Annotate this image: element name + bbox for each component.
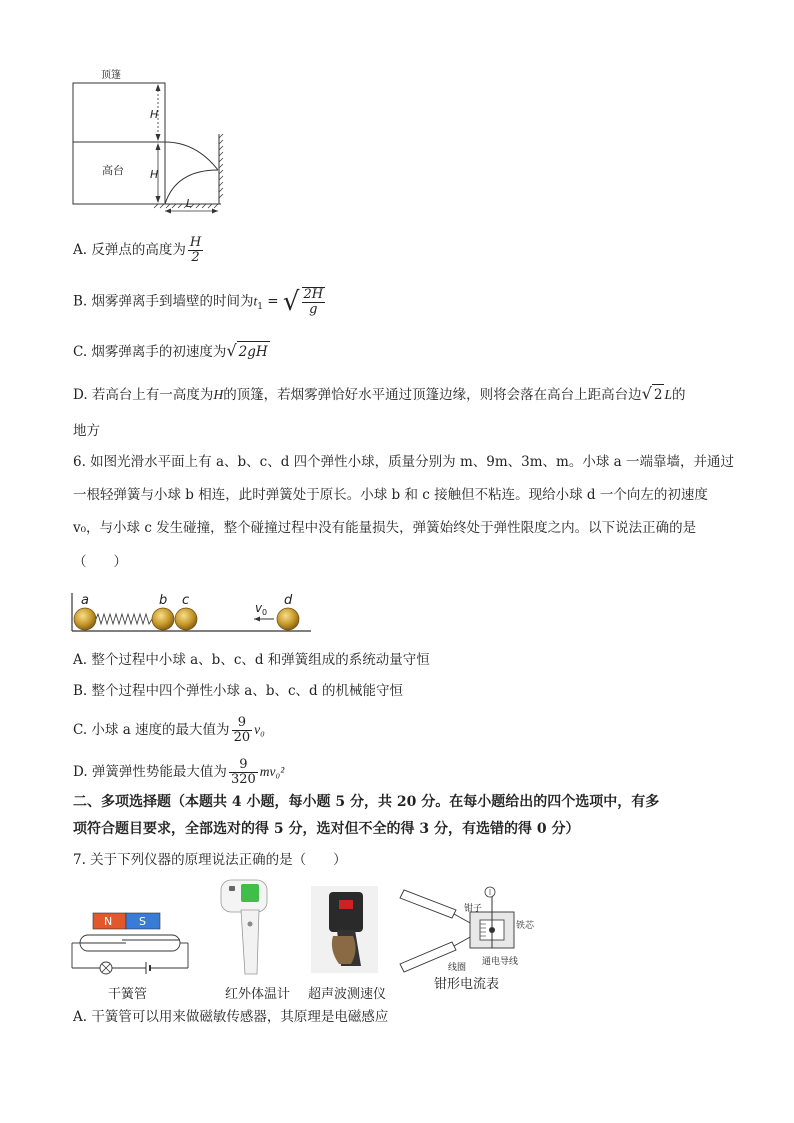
- ir-thermometer-figure: [215, 878, 275, 978]
- q6-stem-line3: v₀，与小球 c 发生碰撞，整个碰撞过程中没有能量损失，弹簧始终处于弹性限度之内。以下说法正确的是: [73, 520, 697, 536]
- q6-option-b: B. 整个过程中四个弹性小球 a、b、c、d 的机械能守恒: [73, 683, 403, 699]
- q5-option-c: C. 烟雾弹离手的初速度为√ 2gH: [73, 341, 268, 360]
- q6-stem-line4: （ ）: [73, 554, 127, 570]
- ultrasonic-meter-figure: [311, 886, 378, 973]
- magnet-n-label: N: [104, 915, 113, 928]
- h-top-label: H: [150, 108, 159, 121]
- fraction: $\frac{9}{20}$: [233, 715, 251, 745]
- caption-reed-switch: 干簧管: [108, 987, 148, 1002]
- v0-subscript: 0: [262, 608, 268, 617]
- section2-heading-line2: 项符合题目要求，全部选对的得 5 分，选对但不全的得 3 分，有选错的得 0 分）: [73, 821, 580, 837]
- platform-label: 高台: [102, 164, 124, 177]
- roof-label: 顶篷: [101, 70, 121, 81]
- clamp-core-label: 铁芯: [516, 921, 535, 931]
- l-label: L: [186, 197, 193, 210]
- q7-stem: 7. 关于下列仪器的原理说法正确的是（ ）: [73, 852, 347, 868]
- clamp-ammeter-figure: [396, 884, 546, 976]
- magnet-s-label: S: [139, 915, 146, 928]
- q6-option-a: A. 整个过程中小球 a、b、c、d 和弹簧组成的系统动量守恒: [73, 652, 430, 668]
- q6-figure: [68, 588, 318, 638]
- q6-stem-line2: 一根轻弹簧与小球 b 相连，此时弹簧处于原长。小球 b 和 c 接触但不粘连。现给小球 d 一个向左的初速度: [73, 487, 708, 503]
- ball-c-label: c: [182, 593, 190, 608]
- ball-d-label: d: [284, 593, 293, 608]
- caption-ultrasonic-meter: 超声波测速仪: [308, 987, 387, 1002]
- caption-ir-thermometer: 红外体温计: [225, 987, 291, 1002]
- q5-option-d-cont: 地方: [73, 423, 100, 439]
- q5-option-d: D. 若高台上有一高度为H的顶篷，若烟雾弹恰好水平通过顶篷边缘，则将会落在高台上距高台边√ 2 L的: [73, 384, 686, 403]
- clamp-jaw-label: 钳子: [464, 904, 483, 914]
- q6-option-c: C. 小球 a 速度的最大值为 $\frac{9}{20}$ v₀: [73, 715, 265, 745]
- q5-option-b: B. 烟雾弹离手到墙壁的时间为$t_1$ = √ $\frac{2H}{g}$: [73, 287, 324, 317]
- ball-a-label: a: [81, 593, 89, 608]
- q5-option-a: A. 反弹点的高度为 $\frac{H}{2}$: [73, 235, 202, 265]
- clamp-coil-label: 线圈: [448, 963, 467, 973]
- fraction: $\frac{9}{320}$: [230, 757, 256, 787]
- q7-option-a: A. 干簧管可以用来做磁敏传感器，其原理是电磁感应: [73, 1009, 389, 1025]
- q6-stem-line1: 6. 如图光滑水平面上有 a、b、c、d 四个弹性小球，质量分别为 m、9m、3m、m。小球 a 一端靠墙，并通过: [73, 454, 734, 470]
- reed-switch-figure: [68, 910, 193, 985]
- clamp-wire-label: 通电导线: [482, 957, 519, 967]
- fraction: $\frac{H}{2}$: [189, 235, 202, 265]
- radical-fraction: $\frac{2H}{g}$: [303, 287, 324, 317]
- section2-heading-line1: 二、多项选择题（本题共 4 小题，每小题 5 分，共 20 分。在每小题给出的四个选项中，有多: [73, 794, 660, 810]
- caption-clamp-ammeter: 钳形电流表: [434, 977, 500, 992]
- q6-option-d: D. 弹簧弹性势能最大值为 $\frac{9}{320}$ mv₀²: [73, 757, 285, 787]
- ball-b-label: b: [159, 593, 168, 608]
- v0-label: v: [255, 601, 263, 615]
- q5-figure: [66, 66, 236, 216]
- h-bottom-label: H: [150, 168, 159, 181]
